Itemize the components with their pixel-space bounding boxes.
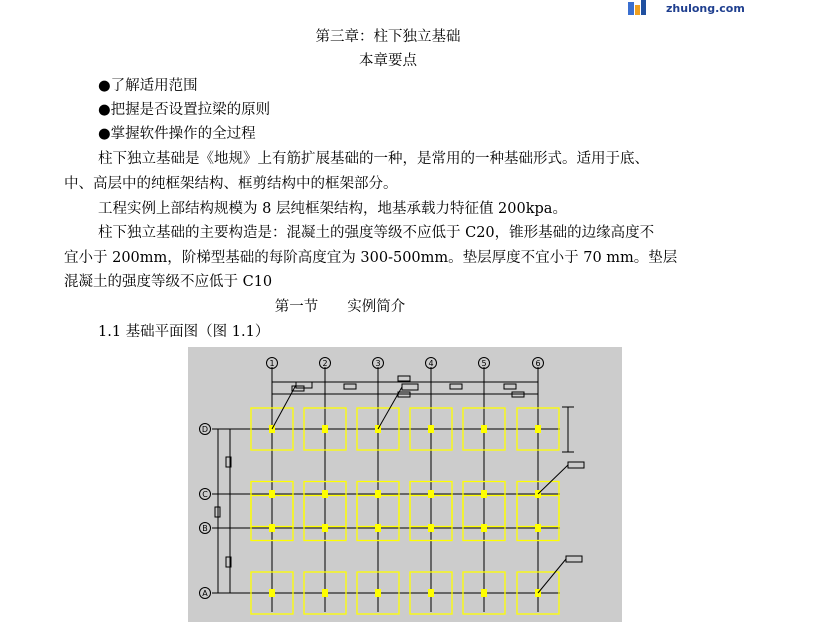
paragraph-line: 中、高层中的纯框架结构、框剪结构中的框架部分。 xyxy=(64,176,398,192)
column-marker xyxy=(375,490,381,498)
column-marker xyxy=(428,490,434,498)
chapter-title: 第三章：柱下独立基础 xyxy=(315,29,461,45)
paragraph-line: 柱下独立基础的主要构造是：混凝土的强度等级不应低于 C20，锥形基础的边缘高度不 xyxy=(98,225,655,241)
axis-bubble-label: 6 xyxy=(535,359,541,368)
dimension-tag xyxy=(504,384,516,389)
dimension-tag xyxy=(344,384,356,389)
section-title: 第一节 实例简介 xyxy=(274,299,406,315)
axis-bubble-label: 3 xyxy=(375,359,381,368)
foundation-plan-svg xyxy=(188,347,622,622)
column-marker xyxy=(481,524,487,532)
leader-label xyxy=(568,462,584,468)
paragraph-line: 宜小于 200mm，阶梯型基础的每阶高度宜为 300-500mm。垫层厚度不宜小于 70 mm。垫层 xyxy=(64,250,678,266)
foundation-plan-drawing xyxy=(188,347,622,622)
column-marker xyxy=(481,425,487,433)
column-marker xyxy=(269,589,275,597)
axis-bubble-label: B xyxy=(202,524,208,533)
dimension-tag xyxy=(398,376,410,381)
axis-bubble-label: C xyxy=(202,490,208,499)
zhulong-logo-mark-icon xyxy=(622,0,652,16)
column-marker xyxy=(375,589,381,597)
column-marker xyxy=(535,425,541,433)
column-marker xyxy=(269,490,275,498)
axis-bubble-label: D xyxy=(201,425,209,434)
bullet-item: ●掌握软件操作的全过程 xyxy=(98,126,256,142)
key-points-heading: 本章要点 xyxy=(359,53,417,69)
axis-bubble-label: 5 xyxy=(481,359,487,368)
paragraph-line: 工程实例上部结构规模为 8 层纯框架结构，地基承载力特征值 200kpa。 xyxy=(98,201,567,217)
column-marker xyxy=(269,524,275,532)
bullet-item: ●了解适用范围 xyxy=(98,78,198,94)
column-marker xyxy=(428,425,434,433)
column-marker xyxy=(322,524,328,532)
leader-line xyxy=(538,559,566,593)
column-marker xyxy=(481,589,487,597)
column-marker xyxy=(428,524,434,532)
column-marker xyxy=(322,490,328,498)
figure-caption: 1.1 基础平面图（图 1.1） xyxy=(98,324,270,340)
column-marker xyxy=(535,524,541,532)
leader-line xyxy=(538,465,568,494)
column-marker xyxy=(322,589,328,597)
axis-bubble-label: 2 xyxy=(322,359,328,368)
column-marker xyxy=(428,589,434,597)
dimension-tag xyxy=(450,384,462,389)
paragraph-line: 混凝土的强度等级不应低于 C10 xyxy=(64,274,273,290)
bullet-item: ●把握是否设置拉梁的原则 xyxy=(98,102,271,118)
logo-text: zhulong.com xyxy=(666,1,745,15)
column-marker xyxy=(481,490,487,498)
leader-label xyxy=(566,556,582,562)
column-marker xyxy=(322,425,328,433)
axis-bubble-label: A xyxy=(202,589,208,598)
axis-bubble-label: 4 xyxy=(428,359,434,368)
column-marker xyxy=(375,524,381,532)
leader-label xyxy=(402,384,418,390)
paragraph-line: 柱下独立基础是《地规》上有筋扩展基础的一种，是常用的一种基础形式。适用于底、 xyxy=(98,151,649,167)
zhulong-logo xyxy=(622,0,745,16)
axis-bubble-label: 1 xyxy=(269,359,275,368)
